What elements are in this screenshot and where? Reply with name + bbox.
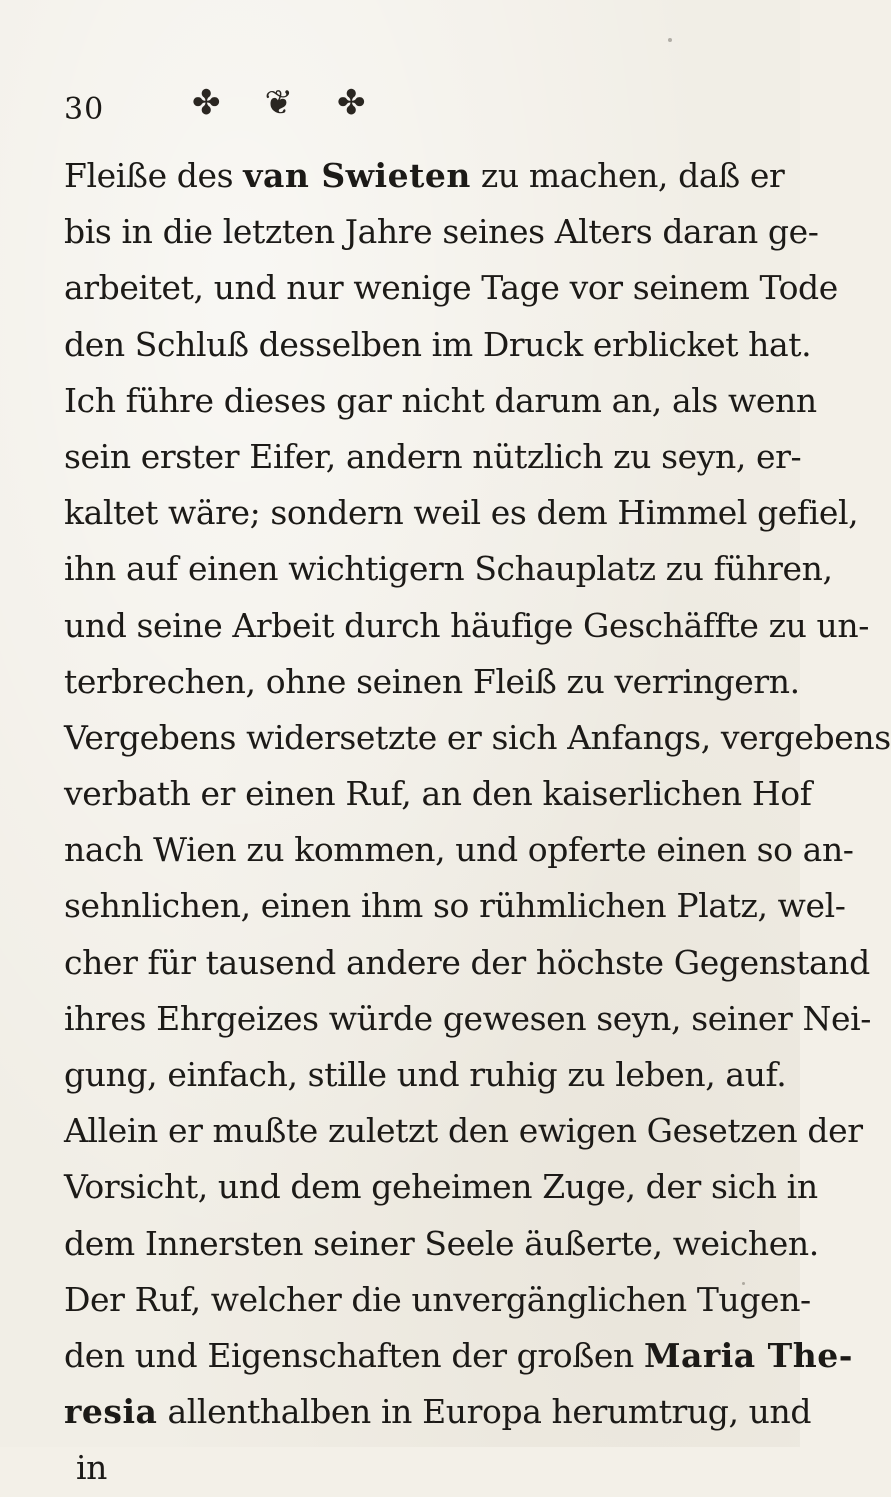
text-line xyxy=(64,598,869,654)
line-text: und seine Arbeit durch häufige Geschäffte zu un- xyxy=(64,605,869,645)
line-text: den und Eigenschaften der großen xyxy=(64,1335,644,1375)
line-text: verbath er einen Ruf, an den kaiserlichen Hof xyxy=(64,774,812,814)
body-text xyxy=(64,148,891,1497)
text-line xyxy=(64,260,838,316)
text-line xyxy=(64,429,802,485)
line-text: kaltet wäre; sondern weil es dem Himmel gefiel, xyxy=(64,493,859,533)
fleuron-icon: ✤ xyxy=(192,83,221,123)
line-text: gung, einfach, stille und ruhig zu leben, auf. xyxy=(64,1055,787,1094)
text-line xyxy=(64,317,812,373)
emphasized-name: Maria The- xyxy=(643,1335,853,1375)
text-line xyxy=(64,485,859,541)
text-line xyxy=(64,1103,863,1159)
text-line xyxy=(64,935,870,991)
text-line xyxy=(64,373,817,429)
text-line xyxy=(64,1159,818,1215)
text-line xyxy=(64,822,854,878)
line-text: dem Innersten seiner Seele äußerte, weichen. xyxy=(64,1223,819,1263)
emphasized-name: resia xyxy=(64,1392,158,1432)
line-text: Fleiße des xyxy=(64,156,244,195)
header-ornaments xyxy=(192,78,366,128)
line-text: cher für tausend andere der höchste Gegenstand xyxy=(64,942,870,982)
crest-icon: ❦ xyxy=(264,83,293,123)
line-text: Der Ruf, welcher die unvergänglichen Tugen- xyxy=(64,1279,811,1319)
line-text: den Schluß desselben im Druck erblicket hat. xyxy=(64,324,812,364)
text-line xyxy=(64,1328,853,1384)
catchword: in xyxy=(76,1448,108,1488)
paper-speck xyxy=(668,38,672,42)
line-text: Allein er mußte zuletzt den ewigen Gesetzen der xyxy=(64,1111,863,1151)
text-line xyxy=(64,710,891,766)
text-line xyxy=(64,148,785,204)
line-text: nach Wien zu kommen, und opferte einen so an- xyxy=(64,830,854,870)
text-line xyxy=(64,1384,812,1440)
line-text: Vergebens widersetzte er sich Anfangs, vergebens xyxy=(64,717,891,757)
page-header xyxy=(64,78,624,138)
text-line xyxy=(64,541,833,597)
line-text: ihn auf einen wichtigern Schauplatz zu führen, xyxy=(64,549,833,589)
fleuron-icon: ✤ xyxy=(337,83,366,123)
text-line xyxy=(64,1047,787,1103)
page-number: 30 xyxy=(64,92,105,127)
line-text: zu machen, daß er xyxy=(470,156,785,195)
line-text: terbrechen, ohne seinen Fleiß zu verringern. xyxy=(64,661,800,701)
text-line xyxy=(64,654,800,710)
paper-speck xyxy=(432,1420,435,1423)
emphasized-name: van Swieten xyxy=(243,156,471,195)
text-line xyxy=(64,991,871,1047)
line-text: ihres Ehrgeizes würde gewesen seyn, seiner Nei- xyxy=(64,998,871,1038)
line-text: bis in die letzten Jahre seines Alters daran ge- xyxy=(64,212,819,252)
text-line xyxy=(64,766,812,822)
line-text: allenthalben in Europa herumtrug, und xyxy=(157,1392,812,1432)
text-line xyxy=(64,878,846,934)
text-line xyxy=(64,204,819,260)
text-line xyxy=(64,1272,811,1328)
line-text: sein erster Eifer, andern nützlich zu seyn, er- xyxy=(64,436,802,476)
line-text: sehnlichen, einen ihm so rühmlichen Platz, wel- xyxy=(64,886,846,926)
text-line xyxy=(64,1216,819,1272)
line-text: arbeitet, und nur wenige Tage vor seinem Tode xyxy=(64,268,838,308)
paper-speck xyxy=(742,1282,745,1285)
line-text: Ich führe dieses gar nicht darum an, als wenn xyxy=(64,380,817,420)
line-text: Vorsicht, und dem geheimen Zuge, der sich in xyxy=(64,1167,818,1207)
